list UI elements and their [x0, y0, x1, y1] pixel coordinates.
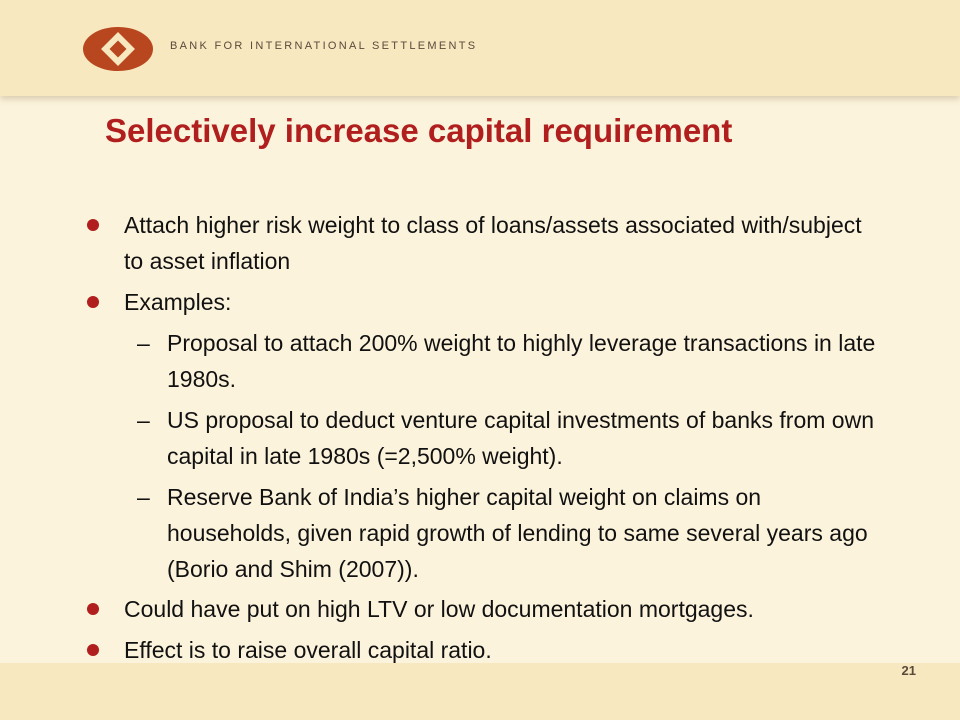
- bullet-item: [124, 207, 884, 279]
- footer-band: [0, 663, 960, 720]
- bullet-text: Effect is to raise overall capital ratio.: [124, 637, 492, 663]
- dash-marker: –: [137, 407, 150, 433]
- dash-marker: –: [137, 484, 150, 510]
- dash-marker: –: [137, 330, 150, 356]
- bullet-item: [124, 591, 884, 627]
- bullet-marker: [87, 603, 99, 615]
- bullet-marker: [87, 644, 99, 656]
- sub-bullet-item: [137, 325, 887, 397]
- sub-bullet-text: Reserve Bank of India’s higher capital weight on claims on households, given rapid growth of lending to same several years ago (Borio and Shim (2007)).: [167, 484, 868, 582]
- bullet-text: Examples:: [124, 289, 232, 315]
- page-number: 21: [901, 663, 916, 678]
- bullet-marker: [87, 296, 99, 308]
- bullet-item: [124, 284, 884, 320]
- sub-bullet-item: [137, 479, 887, 587]
- sub-bullet-text: US proposal to deduct venture capital investments of banks from own capital in late 1980s (=2,500% weight).: [167, 407, 874, 469]
- bullet-text: Attach higher risk weight to class of loans/assets associated with/subject to asset inflation: [124, 212, 862, 274]
- bullet-text: Could have put on high LTV or low documentation mortgages.: [124, 596, 754, 622]
- organization-name: BANK FOR INTERNATIONAL SETTLEMENTS: [170, 40, 478, 52]
- sub-bullet-item: [137, 402, 887, 474]
- slide-title: Selectively increase capital requirement: [105, 112, 733, 149]
- sub-bullet-text: Proposal to attach 200% weight to highly leverage transactions in late 1980s.: [167, 330, 876, 392]
- bullet-marker: [87, 219, 99, 231]
